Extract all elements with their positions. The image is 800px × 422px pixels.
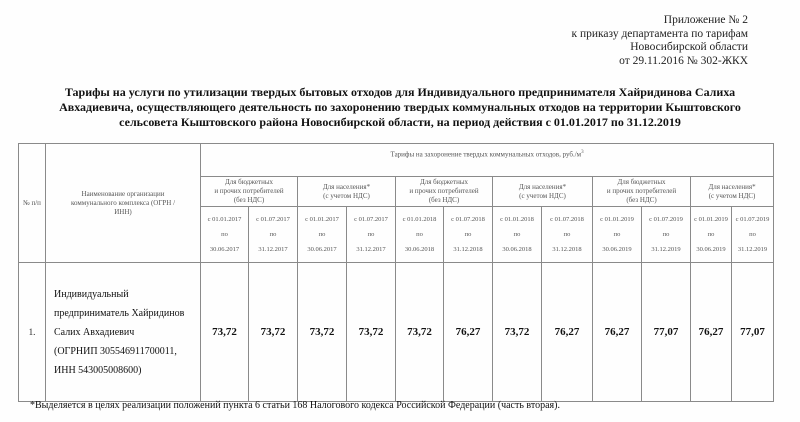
period-to-word: по (513, 231, 521, 238)
period-from: с 01.01.2019 (694, 216, 728, 223)
group-header-line: (с учетом НДС) (708, 191, 756, 200)
header-tariffs-sup: 3 (581, 150, 584, 155)
period-header (249, 207, 298, 263)
group-header-line: и прочих потребителей (606, 187, 677, 195)
title-line: Тарифы на услуги по утилизации твердых бытовых отходов для Индивидуального предпринимателя Хайридинова Салиха (64, 85, 736, 99)
group-header-line: Для бюджетных (617, 178, 666, 186)
tariff-value: 76,27 (691, 263, 732, 402)
header-num: № п/п (19, 144, 46, 263)
group-header (593, 177, 691, 207)
period-header (201, 207, 249, 263)
tariff-value: 76,27 (444, 263, 493, 402)
group-header-line: (без НДС) (233, 196, 265, 204)
period-header (542, 207, 593, 263)
tariff-value: 76,27 (593, 263, 642, 402)
header-org (46, 144, 201, 263)
tariffs-table (18, 143, 774, 402)
period-header (444, 207, 493, 263)
appendix-header (571, 14, 748, 68)
period-from: с 01.07.2018 (451, 216, 485, 223)
group-header-line: (без НДС) (428, 196, 460, 204)
period-to-word: по (367, 231, 375, 238)
period-to: 30.06.2018 (404, 246, 435, 253)
period-to: 30.06.2017 (307, 246, 337, 253)
period-from: с 01.01.2017 (305, 216, 339, 223)
period-to: 31.12.2017 (258, 246, 288, 253)
document-title (20, 85, 780, 130)
period-from: с 01.07.2019 (649, 216, 683, 223)
tariff-value: 73,72 (396, 263, 444, 402)
org-line: (ОГРНИП 305546911700011, (54, 345, 177, 357)
tariff-value: 77,07 (642, 263, 691, 402)
tariff-value: 73,72 (347, 263, 396, 402)
group-header-line: (с учетом НДС) (519, 191, 566, 200)
appendix-date: от 29.11.2016 № 302-ЖКХ (619, 54, 748, 67)
group-header (396, 177, 493, 207)
appendix-order: к приказу департамента по тарифам (571, 27, 748, 40)
period-to: 31.12.2017 (356, 246, 386, 253)
period-from: с 01.01.2018 (500, 216, 534, 223)
group-header-line: Для бюджетных (224, 178, 274, 186)
period-to: 30.06.2019 (696, 246, 726, 253)
period-from: с 01.07.2018 (550, 216, 584, 223)
group-header-line: Для населения* (322, 182, 371, 191)
footnote: *Выделяется в целях реализации положений пункта 6 статьи 168 Налогового кодекса Российской Федерации (часть вторая). (30, 400, 560, 411)
period-to: 31.12.2019 (651, 246, 681, 253)
period-from: с 01.07.2017 (354, 216, 388, 223)
appendix-number: Приложение № 2 (663, 14, 748, 26)
period-to-word: по (269, 231, 277, 238)
period-header (493, 207, 542, 263)
period-header (298, 207, 347, 263)
org-line: предприниматель Хайридинов (54, 307, 185, 319)
period-header (691, 207, 732, 263)
tariff-value: 73,72 (493, 263, 542, 402)
period-to: 31.12.2018 (552, 246, 582, 253)
group-header-line: и прочих потребителей (409, 187, 479, 195)
tariff-value: 76,27 (542, 263, 593, 402)
period-from: с 01.07.2017 (256, 216, 290, 223)
title-line: сельсовета Кыштовского района Новосибирской области, на период действия с 01.01.2017 по 31.12.2019 (119, 115, 681, 129)
period-to-word: по (707, 231, 715, 238)
group-header-line: и прочих потребителей (214, 187, 284, 195)
tariff-value: 73,72 (249, 263, 298, 402)
period-from: с 01.07.2019 (735, 216, 770, 223)
org-line: ИНН 543005008600) (54, 364, 142, 376)
period-header (593, 207, 642, 263)
header-tariffs-text: Тарифы на захоронение твердых коммунальных отходов, руб./м (390, 150, 582, 159)
period-to-word: по (563, 231, 571, 238)
group-header (493, 177, 593, 207)
row-num: 1. (19, 263, 46, 402)
period-to-word: по (416, 231, 423, 238)
period-header (732, 207, 774, 263)
group-header (201, 177, 298, 207)
tariff-value: 73,72 (298, 263, 347, 402)
appendix-region: Новосибирской области (630, 41, 748, 53)
org-name (46, 263, 201, 402)
group-header (691, 177, 774, 207)
period-to-word: по (318, 231, 326, 238)
period-to: 31.12.2019 (737, 246, 768, 253)
period-header (396, 207, 444, 263)
header-org-text: Наименование организации коммунального комплекса (ОГРН / ИНН) (70, 189, 176, 216)
period-header (642, 207, 691, 263)
org-line: Салих Авхадиевич (54, 326, 135, 338)
tariff-value: 77,07 (732, 263, 774, 402)
period-from: с 01.01.2019 (600, 216, 634, 223)
period-from: с 01.01.2018 (402, 216, 437, 223)
group-header-line: (без НДС) (626, 196, 657, 204)
group-header-line: Для населения* (708, 182, 756, 191)
period-to-word: по (613, 231, 621, 238)
org-line: Индивидуальный (54, 288, 129, 300)
period-to: 30.06.2019 (602, 246, 632, 253)
period-to-word: по (662, 231, 670, 238)
period-to: 30.06.2018 (502, 246, 532, 253)
period-from: с 01.01.2017 (207, 216, 242, 223)
header-tariffs (201, 144, 774, 177)
tariff-value: 73,72 (201, 263, 249, 402)
group-header-line: Для населения* (518, 182, 567, 191)
title-line: Авхадиевича, осуществляющего деятельность по захоронению твердых коммунальных отходов на территории Кыштовского (59, 100, 741, 114)
period-to-word: по (464, 231, 472, 238)
group-header-line: Для бюджетных (419, 178, 469, 186)
period-header (347, 207, 396, 263)
period-to: 31.12.2018 (453, 246, 483, 253)
period-to: 30.06.2017 (209, 246, 240, 253)
period-to-word: по (749, 231, 756, 238)
period-to-word: по (221, 231, 228, 238)
group-header (298, 177, 396, 207)
group-header-line: (с учетом НДС) (323, 191, 370, 200)
